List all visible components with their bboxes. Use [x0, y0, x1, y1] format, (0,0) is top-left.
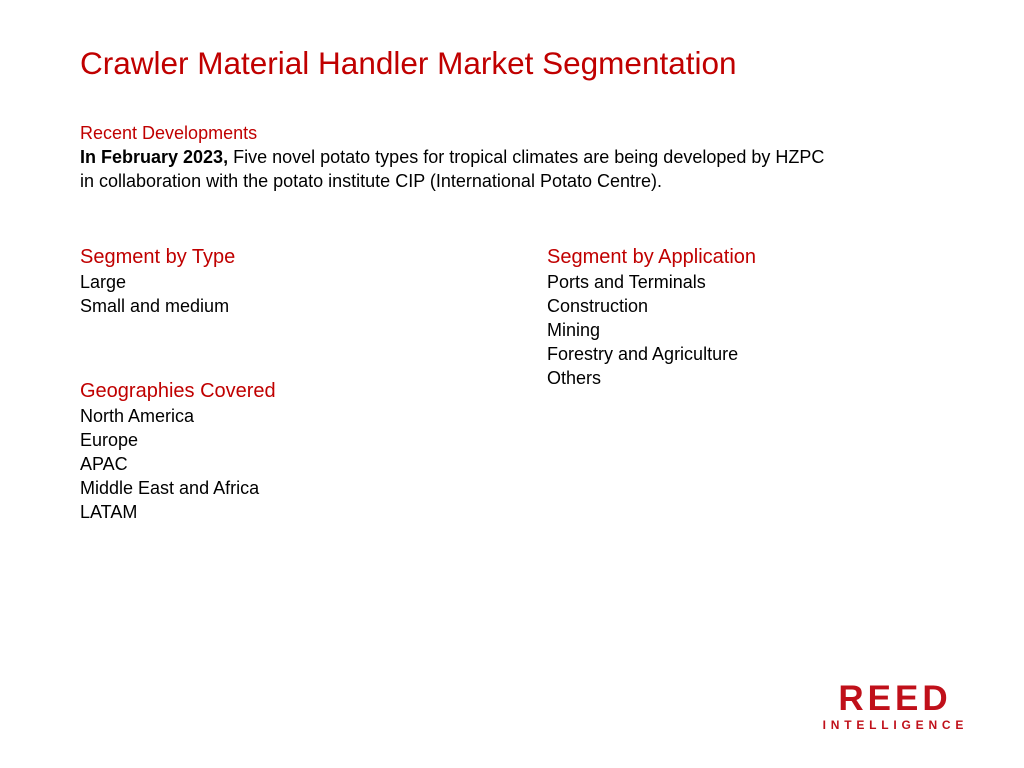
recent-developments [80, 121, 824, 193]
logo-wordmark: REED [838, 679, 952, 718]
application-item: Forestry and Agriculture [547, 344, 739, 364]
geography-item: North America [80, 406, 195, 426]
segment-by-type-heading: Segment by Type [80, 246, 236, 268]
application-item: Construction [547, 296, 649, 316]
geography-item: Europe [80, 430, 139, 450]
segment-type-item: Small and medium [80, 296, 230, 316]
application-item: Mining [547, 320, 601, 340]
reed-intelligence-logo [808, 681, 978, 731]
slide-title: Crawler Material Handler Market Segmentation [80, 45, 737, 81]
recent-developments-text: in collaboration with the potato institute CIP (International Potato Centre). [80, 171, 663, 191]
recent-developments-text: Five novel potato types for tropical climates are being developed by HZPC [233, 147, 825, 167]
segment-by-application [547, 245, 756, 390]
recent-developments-date: In February 2023, [80, 147, 229, 167]
segment-by-application-heading: Segment by Application [547, 246, 757, 268]
application-item: Others [547, 368, 602, 388]
geography-item: LATAM [80, 502, 138, 522]
geography-item: APAC [80, 454, 128, 474]
segment-by-type [80, 245, 235, 318]
application-item: Ports and Terminals [547, 272, 706, 292]
recent-developments-line [80, 145, 824, 169]
recent-developments-heading: Recent Developments [80, 123, 258, 143]
geographies-heading: Geographies Covered [80, 380, 276, 402]
geographies-covered [80, 379, 276, 524]
recent-developments-line [80, 169, 824, 193]
logo-tagline: INTELLIGENCE [822, 718, 969, 732]
segment-type-item: Large [80, 272, 127, 292]
geography-item: Middle East and Africa [80, 478, 260, 498]
